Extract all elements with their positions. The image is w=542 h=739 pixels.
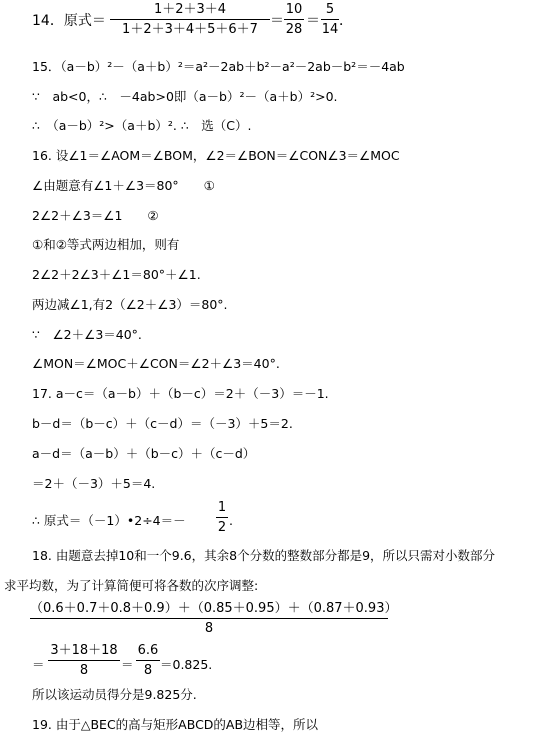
q14-prefix: 14．原式＝ [32, 13, 106, 29]
q18-result: ＝0.825. [160, 657, 213, 672]
q18-equals-1: ＝ [32, 657, 45, 672]
fraction-bar [30, 618, 388, 619]
q14-equals-1: ＝ [270, 13, 284, 29]
q14-frac3-numerator: 5 [325, 2, 335, 17]
q18-frac1-numerator: 3＋18＋18 [50, 643, 118, 658]
fraction-bar [136, 660, 160, 661]
q16-line-5: 2∠2＋2∠3＋∠1＝80°＋∠1. [32, 267, 201, 282]
q18-frac2-numerator: 6.6 [137, 643, 159, 658]
q14-frac1-numerator: 1＋2＋3＋4 [153, 2, 227, 17]
q16-line-8: ∠MON＝∠MOC＋∠CON＝∠2＋∠3＝40°. [32, 356, 280, 371]
q16-line-4: ①和②等式两边相加，则有 [32, 237, 180, 252]
q17-line-4: ＝2＋（－3）＋5＝4. [32, 476, 156, 491]
q17-fraction [216, 500, 228, 535]
fraction-bar [284, 19, 304, 20]
q14-frac2-denominator: 28 [285, 22, 303, 37]
q14-frac2-numerator: 10 [285, 2, 303, 17]
q14-fraction-3 [321, 2, 339, 37]
q16-line-2: ∠由题意有∠1＋∠3＝80° ① [32, 178, 215, 193]
q16-line-7: ∵ ∠2＋∠3＝40°. [32, 327, 142, 342]
q18-conclusion: 所以该运动员得分是9.825分. [32, 687, 197, 702]
q19-line-1: 19. 由于△BEC的高与矩形ABCD的AB边相等，所以 [32, 717, 319, 732]
q15-line-3: ∴ （a－b）²>（a＋b）². ∴ 选（C）. [32, 118, 252, 133]
q18-frac2-denominator: 8 [143, 663, 153, 678]
q14-fraction-2 [284, 2, 304, 37]
q16-line-1: 16. 设∠1＝∠AOM＝∠BOM，∠2＝∠BON＝∠CON∠3＝∠MOC [32, 148, 400, 163]
q14-frac1-denominator: 1＋2＋3＋4＋5＋6＋7 [122, 22, 258, 37]
fraction-bar [48, 660, 120, 661]
q18-big-numerator: （0.6＋0.7＋0.8＋0.9）＋（0.85＋0.95）＋（0.87＋0.93） [30, 601, 398, 616]
q14-frac3-denominator: 14 [321, 22, 339, 37]
q14-fraction-1 [110, 2, 270, 37]
q14-period: ． [339, 13, 353, 29]
q18-line-1: 18. 由题意去掉10和一个9.6，其余8个分数的整数部分都是9，所以只需对小数部分 [32, 548, 496, 563]
q17-line-3: a－d＝（a－b）＋（b－c）＋（c－d） [32, 446, 256, 461]
fraction-bar [110, 19, 270, 20]
q16-line-3: 2∠2＋∠3＝∠1 ② [32, 208, 159, 223]
q18-big-fraction [30, 601, 398, 636]
q16-line-6: 两边减∠1,有2（∠2＋∠3）＝80°. [32, 297, 228, 312]
q15-line-1: 15．（a－b）²－（a＋b）²＝a²－2ab＋b²－a²－2ab－b²＝－4ab [32, 59, 405, 74]
q17-line-5-prefix: ∴ 原式＝（－1）•2÷4＝－ [32, 513, 186, 528]
q18-frac1-denominator: 8 [79, 663, 89, 678]
q18-big-denominator: 8 [204, 621, 214, 636]
q17-frac-denominator: 2 [217, 520, 227, 535]
fraction-bar [216, 517, 228, 518]
q18-fraction-1 [48, 643, 120, 678]
q14-equals-2: ＝ [306, 13, 320, 29]
q17-frac-numerator: 1 [217, 500, 227, 515]
q17-line-5-end: . [229, 513, 233, 528]
q17-line-1: 17. a－c＝（a－b）＋（b－c）＝2＋（－3）＝－1. [32, 386, 329, 401]
fraction-bar [321, 19, 339, 20]
q18-equals-2: ＝ [121, 657, 134, 672]
q18-line-2: 求平均数，为了计算简便可将各数的次序调整: [4, 578, 259, 593]
q17-line-2: b－d＝（b－c）＋（c－d）＝（－3）＋5＝2. [32, 416, 293, 431]
q18-fraction-2 [136, 643, 160, 678]
q15-line-2: ∵ ab<0，∴ －4ab>0即（a－b）²－（a＋b）²>0. [32, 89, 338, 104]
